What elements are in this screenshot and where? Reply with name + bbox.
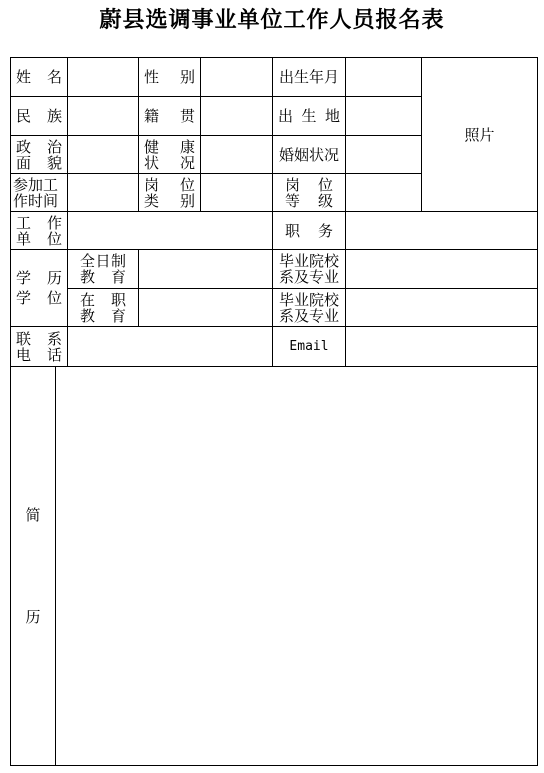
inservice-school-field[interactable] [346,289,538,327]
fulltime-edu-field[interactable] [139,250,273,289]
work-unit-label-line2: 单 位 [16,229,62,248]
work-unit-field[interactable] [68,212,273,250]
fulltime-edu-label-line2: 教 育 [80,268,126,286]
email-label: Email [273,327,346,367]
political-status-label-line2: 面 貌 [16,153,62,172]
inservice-school-label-line2: 系及专业 [278,306,339,325]
inservice-edu-field[interactable] [139,289,273,327]
fulltime-school-label [273,250,346,289]
inservice-edu-label [68,289,139,327]
ethnicity-field[interactable] [68,97,139,136]
fulltime-edu-label-line1: 全日制 [80,252,126,270]
work-start-label-line1: 参加工 [13,175,59,194]
health-label-line2: 状 况 [144,153,195,172]
fulltime-school-label-line1: 毕业院校 [278,252,339,270]
native-place-label: 籍 贯 [139,97,201,136]
post-type-label-line2: 类 别 [144,191,195,210]
name-label: 姓 名 [11,58,68,97]
position-field[interactable] [346,212,538,250]
position-label: 职 务 [273,212,346,250]
birth-date-field[interactable] [346,58,422,97]
post-type-label-line1: 岗 位 [144,175,195,194]
post-level-label-line1: 岗 位 [285,175,333,194]
political-status-label-line1: 政 治 [16,137,62,156]
gender-label: 性 别 [139,58,201,97]
email-field[interactable] [346,327,538,367]
education-label-line1: 学 历 [16,269,62,287]
fulltime-school-field[interactable] [346,250,538,289]
marital-status-field[interactable] [346,136,422,174]
resume-label-char2: 历 [25,608,41,626]
gender-field[interactable] [201,58,273,97]
health-label-line1: 健 康 [144,137,195,156]
resume-wrap [11,367,537,765]
health-label [139,136,201,174]
education-label-line2: 学 位 [16,289,62,307]
birthplace-label: 出 生 地 [273,97,346,136]
phone-field[interactable] [68,327,273,367]
political-status-field[interactable] [68,136,139,174]
work-start-field[interactable] [68,174,139,212]
native-place-field[interactable] [201,97,273,136]
post-type-field[interactable] [201,174,273,212]
post-level-field[interactable] [346,174,422,212]
phone-label-line1: 联 系 [16,329,62,348]
phone-label-line2: 电 话 [16,345,62,364]
political-status-label [11,136,68,174]
post-level-label-line2: 等 级 [285,191,333,210]
inservice-school-label [273,289,346,327]
resume-label-column [11,367,56,765]
form-title: 蔚县选调事业单位工作人员报名表 [99,7,445,33]
photo-box[interactable] [422,58,538,212]
fulltime-edu-label [68,250,139,289]
work-start-label-line2: 作时间 [13,191,59,210]
inservice-edu-label-line2: 教 育 [80,306,126,325]
inservice-edu-label-line1: 在 职 [80,290,126,309]
resume-field[interactable] [56,367,537,765]
registration-form-table [10,57,538,766]
education-label [11,250,68,327]
inservice-school-label-line1: 毕业院校 [278,290,339,309]
post-level-label [273,174,346,212]
fulltime-school-label-line2: 系及专业 [278,268,339,286]
health-field[interactable] [201,136,273,174]
name-field[interactable] [68,58,139,97]
work-start-label [11,174,68,212]
marital-status-label: 婚姻状况 [273,136,346,174]
work-unit-label [11,212,68,250]
birth-date-label: 出生年月 [273,58,346,97]
birthplace-field[interactable] [346,97,422,136]
photo-label: 照片 [464,125,495,144]
resume-section [11,367,538,766]
post-type-label [139,174,201,212]
ethnicity-label: 民 族 [11,97,68,136]
resume-label-char1: 简 [25,506,41,524]
work-unit-label-line1: 工 作 [16,213,62,232]
phone-label [11,327,68,367]
